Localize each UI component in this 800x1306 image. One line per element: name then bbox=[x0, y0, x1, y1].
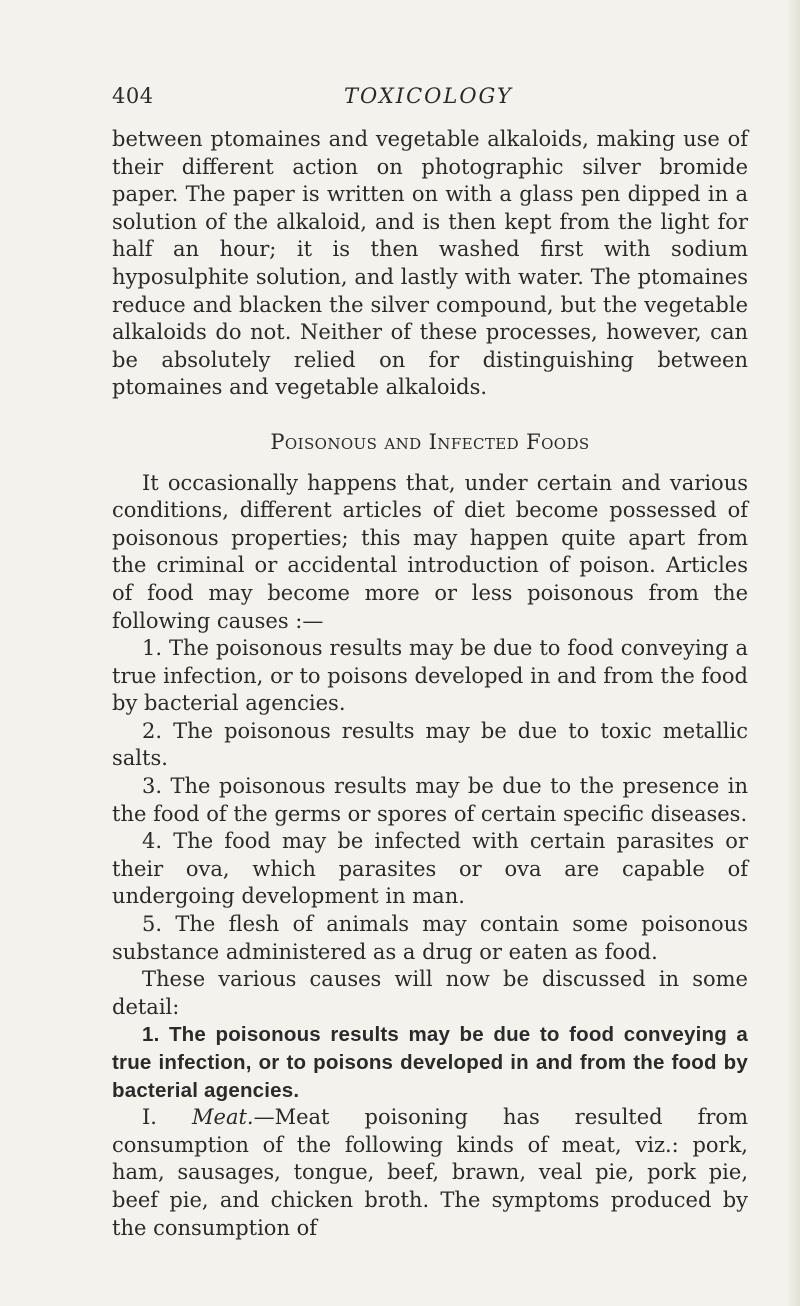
transition-paragraph: These various causes will now be discussed in some detail: bbox=[112, 967, 748, 1019]
section-intro-paragraph: It occasionally happens that, under certain and various conditions, different articles of diet become possessed of poisonous properties; this may happen quite apart from the criminal or accidental introduction of poison. Articles of food may become more or less poisonous from the following causes :— bbox=[112, 470, 748, 633]
cause-item-2: 2. The poisonous results may be due to toxic metallic salts. bbox=[112, 718, 748, 771]
bold-subheading: 1. The poisonous results may be due to food conveying a true infection, or to poisons developed in and from the food by bacterial agencies. bbox=[112, 1023, 748, 1102]
meat-paragraph bbox=[112, 1104, 748, 1242]
cause-item-1: 1. The poisonous results may be due to food conveying a true infection, or to poisons developed in and from the food by bacterial agencies. bbox=[112, 636, 748, 716]
cause-item-4: 4. The food may be infected with certain parasites or their ova, which parasites or ova are capable of undergoing development in man. bbox=[112, 829, 748, 909]
section-heading: Poisonous and Infected Foods bbox=[270, 429, 590, 454]
meat-numeral: I. bbox=[142, 1105, 157, 1130]
meat-text: —Meat poisoning has resulted from consumption of the following kinds of meat, viz.: pork, ham, sausages, tongue, beef, brawn, veal pie, pork pie, beef pie, and chicken broth. The symptoms produced by the consumption of bbox=[112, 1105, 748, 1240]
cause-item-5: 5. The flesh of animals may contain some poisonous substance administered as a drug or eaten as food. bbox=[112, 912, 748, 964]
cause-item-3: 3. The poisonous results may be due to the presence in the food of the germs or spores of certain specific diseases. bbox=[112, 774, 748, 826]
meat-title: Meat. bbox=[192, 1105, 254, 1130]
page-edge-shadow bbox=[786, 0, 800, 1306]
page-header bbox=[112, 84, 688, 114]
running-head: TOXICOLOGY bbox=[344, 84, 513, 108]
page-number: 404 bbox=[112, 84, 154, 108]
page-body bbox=[112, 126, 748, 1242]
intro-paragraph: between ptomaines and vegetable alkaloids, making use of their different action on photographic silver bromide paper. The paper is written on with a glass pen dipped in a solution of the alkaloid, and is then kept from the light for half an hour; it is then washed first with sodium hyposulphite solution, and lastly with water. The ptomaines reduce and blacken the silver compound, but the vegetable alkaloids do not. Neither of these processes, however, can be absolutely relied on for distinguishing between ptomaines and vegetable alkaloids. bbox=[112, 127, 748, 400]
